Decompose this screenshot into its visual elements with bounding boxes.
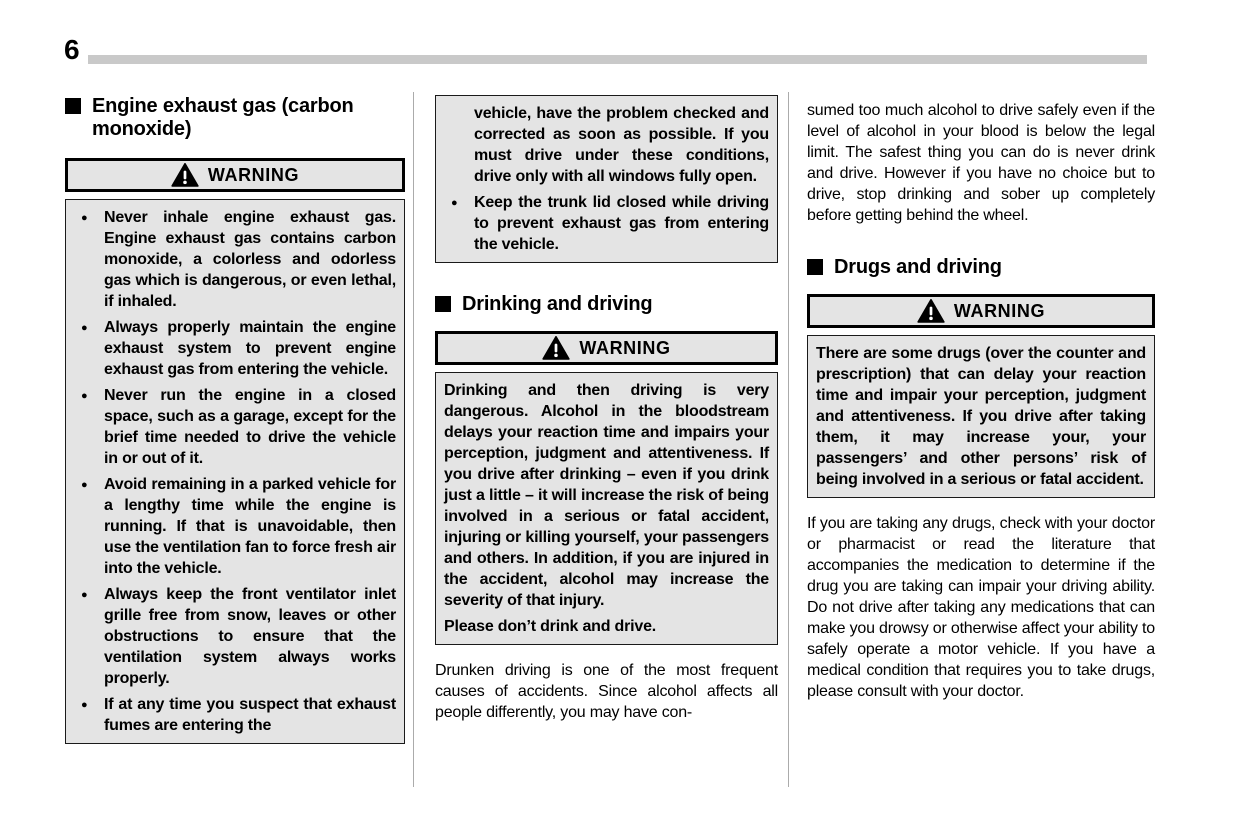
page-number: 6 [64, 34, 80, 65]
column-3 [807, 95, 1155, 702]
warning-title: WARNING [207, 164, 300, 185]
warning-header-drinking [435, 331, 778, 365]
body-paragraph: sumed too much alcohol to drive safely even if the level of alcohol in your blood is below the legal limit. The safest thing you can do is never drink and drive. However if you have no choice but to drive, stop drinking and sober up completely before getting behind the wheel. [807, 102, 1155, 224]
warning-bullet-item: ● Keep the trunk lid closed while driving to prevent exhaust gas from entering the vehicle. [444, 192, 769, 255]
warning-triangle-icon [917, 299, 945, 323]
section-heading-drugs [807, 256, 1155, 279]
section-heading-text: Drugs and driving [834, 256, 1002, 278]
column-divider-1 [413, 92, 414, 787]
warning-body-drugs [807, 335, 1155, 498]
section-heading-text: Drinking and driving [462, 293, 653, 315]
body-paragraph: Drunken driving is one of the most frequent causes of accidents. Since alcohol affects all people differently, you may have con- [435, 662, 778, 721]
warning-body-exhaust [65, 199, 405, 744]
warning-paragraph: Drinking and then driving is very dangerous. Alcohol in the bloodstream delays your reaction time and impairs your perception, judgment and attentiveness. If you drive after drinking – even if you drink just a little – it will increase the risk of being involved in a serious or fatal accident, injuring or killing yourself, your passengers and others. In addition, if you are injured in the accident, alcohol may increase the severity of that injury. [444, 382, 769, 609]
heading-square-icon [435, 296, 451, 312]
warning-paragraph: There are some drugs (over the counter and prescription) that can delay your reaction time and impair your perception, judgment and attentiveness. If you drive after taking them, it may increase your, your passengers’ and other persons’ risk of being involved in a serious or fatal accident. [816, 345, 1146, 488]
warning-bullet-item: ● Never inhale engine exhaust gas. Engine exhaust gas contains carbon monoxide, a colorless and odorless gas which is dangerous, or even lethal, if inhaled. [74, 207, 396, 312]
heading-square-icon [807, 259, 823, 275]
body-paragraph: If you are taking any drugs, check with your doctor or pharmacist or read the literature that accompanies the medication to determine if the drug you are taking can impair your driving ability. Do not drive after taking any medications that can make you drowsy or otherwise affect your ability to safely operate a motor vehicle. If you have a medical condition that requires you to take drugs, please consult with your doctor. [807, 515, 1155, 700]
warning-paragraph: Please don’t drink and drive. [444, 618, 657, 635]
warning-triangle-icon [542, 336, 570, 360]
column-divider-2 [788, 92, 789, 787]
warning-bullet-list [74, 207, 396, 736]
warning-header-exhaust [65, 158, 405, 192]
column-1 [65, 95, 405, 744]
warning-triangle-icon [171, 163, 199, 187]
section-heading-drinking [435, 293, 778, 316]
warning-continuation-text: vehicle, have the problem checked and corrected as soon as possible. If you must drive under these conditions, drive only with all windows fully open. [474, 105, 769, 185]
warning-body-drinking [435, 372, 778, 645]
warning-bullet-item: ● If at any time you suspect that exhaust fumes are entering the [74, 694, 396, 736]
warning-bullet-item: ● Always properly maintain the engine exhaust system to prevent engine exhaust gas from entering the vehicle. [74, 317, 396, 380]
column-2 [435, 95, 778, 723]
warning-bullet-list [444, 192, 769, 255]
warning-bullet-item: ● Avoid remaining in a parked vehicle for a lengthy time while the engine is running. If that is unavoidable, then use the ventilation fan to force fresh air into the vehicle. [74, 474, 396, 579]
warning-header-drugs [807, 294, 1155, 328]
warning-title: WARNING [953, 300, 1046, 321]
section-heading-exhaust [65, 95, 405, 141]
warning-bullet-item: ● Never run the engine in a closed space, such as a garage, except for the brief time needed to drive the vehicle in or out of it. [74, 385, 396, 469]
warning-body-exhaust-continued [435, 95, 778, 263]
section-heading-text: Engine exhaust gas (carbon monoxide) [92, 95, 354, 140]
header-rule-bar [88, 55, 1147, 64]
heading-square-icon [65, 98, 81, 114]
warning-title: WARNING [579, 337, 671, 358]
warning-bullet-item: ● Always keep the front ventilator inlet grille free from snow, leaves or other obstructions to ensure that the ventilation system always works properly. [74, 584, 396, 689]
